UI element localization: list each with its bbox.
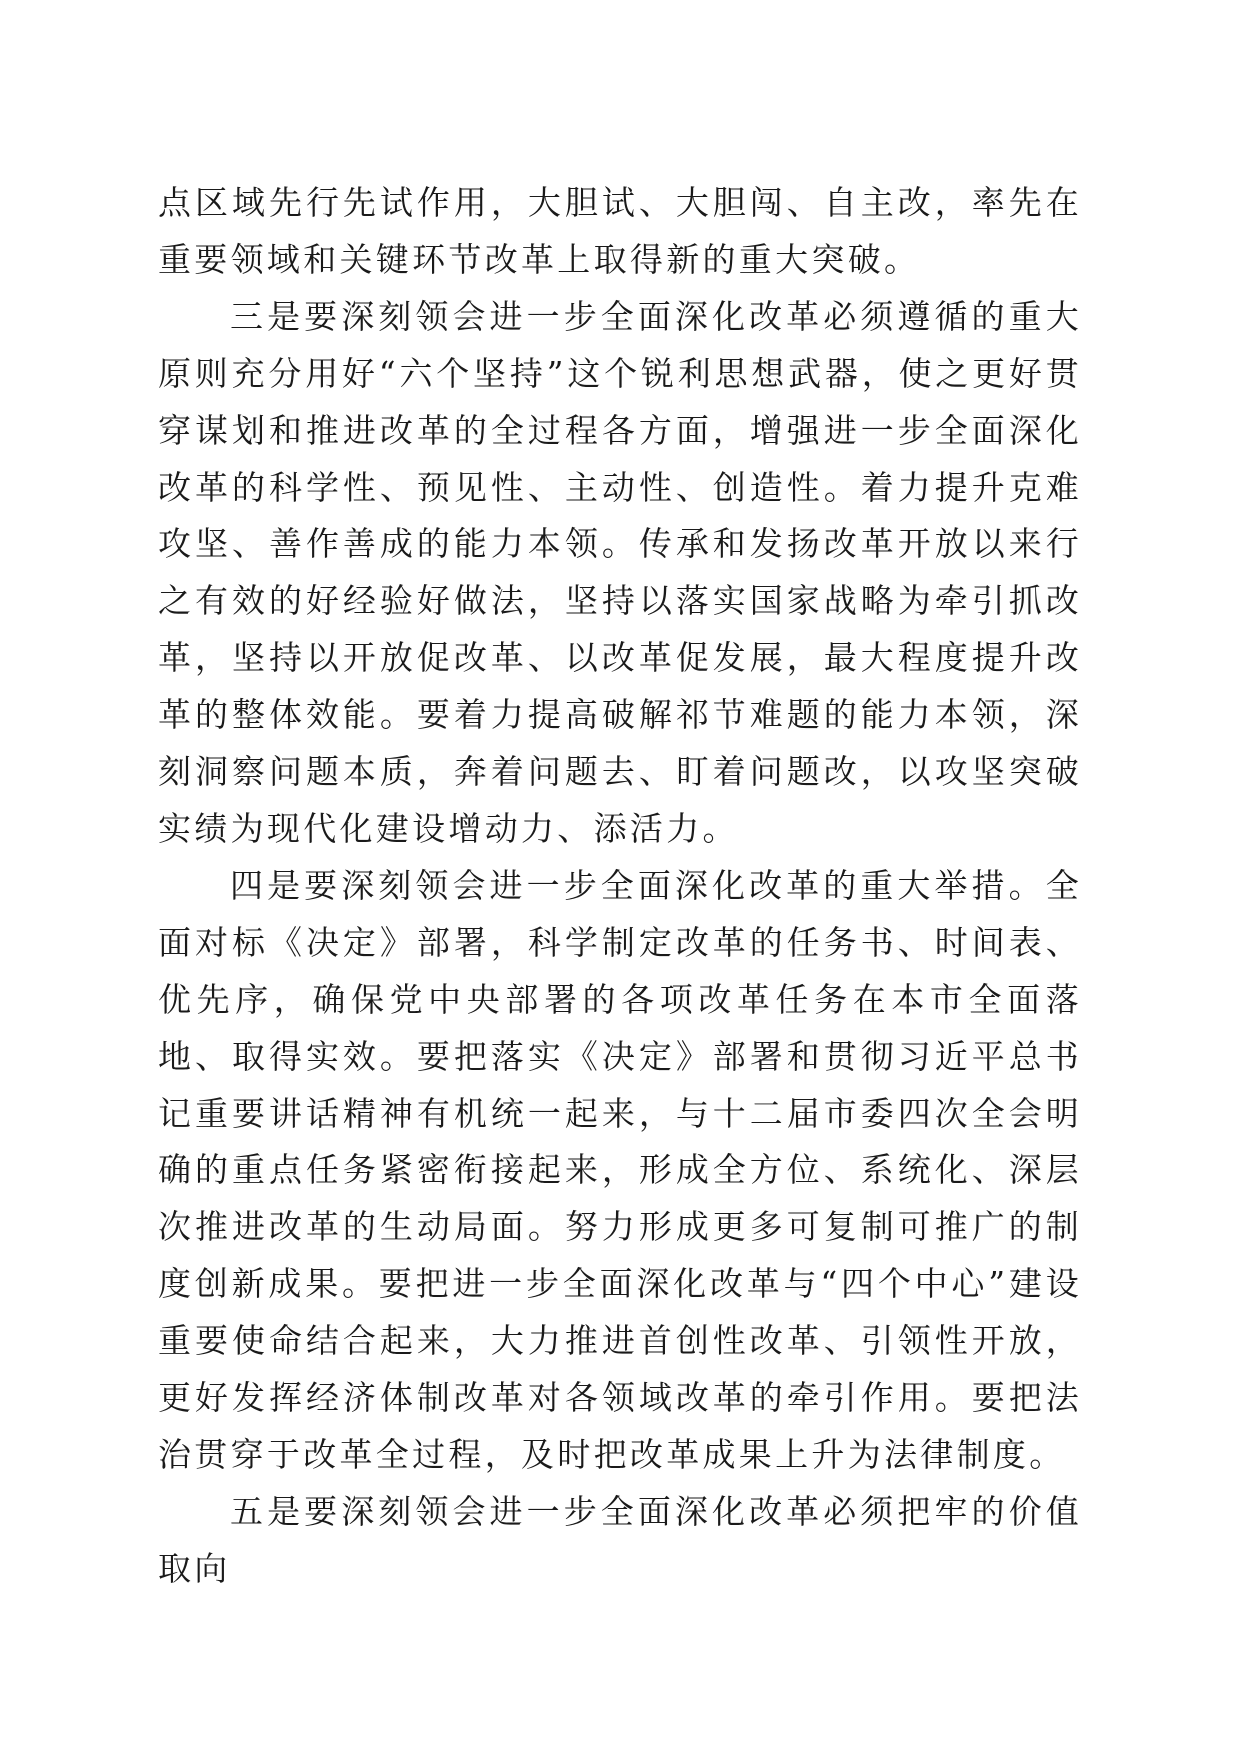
paragraph-continuation: 点区域先行先试作用，大胆试、大胆闯、自主改，率先在重要领域和关键环节改革上取得新的重大突破。 bbox=[158, 183, 1082, 279]
paragraph-point-five: 五是要深刻领会进一步全面深化改革必须把牢的价值取向 bbox=[158, 1491, 1082, 1588]
paragraph-point-four: 四是要深刻领会进一步全面深化改革的重大举措。全面对标《决定》部署，科学制定改革的任务书、时间表、优先序，确保党中央部署的各项改革任务在本市全面落地、取得实效。要把落实《决定》部署和贯彻习近平总书记重要讲话精神有机统一起来，与十二届市委四次全会明确的重点任务紧密衔接起来，形成全方位、系统化、深层次推进改革的生动局面。努力形成更多可复制可推广的制度创新成果。要把进一步全面深化改革与“四个中心”建设重要使命结合起来，大力推进首创性改革、引领性开放，更好发挥经济体制改革对各领域改革的牵引作用。要把法治贯穿于改革全过程，及时把改革成果上升为法律制度。 bbox=[158, 865, 1082, 1474]
document-body bbox=[158, 175, 1082, 1598]
paragraph-point-three: 三是要深刻领会进一步全面深化改革必须遵循的重大原则充分用好“六个坚持”这个锐利思想武器，使之更好贯穿谋划和推进改革的全过程各方面，增强进一步全面深化改革的科学性、预见性、主动性、创造性。着力提升克难攻坚、善作善成的能力本领。传承和发扬改革开放以来行之有效的好经验好做法，坚持以落实国家战略为牵引抓改革，坚持以开放促改革、以改革促发展，最大程度提升改革的整体效能。要着力提高破解祁节难题的能力本领，深刻洞察问题本质，奔着问题去、盯着问题改，以攻坚突破实绩为现代化建设增动力、添活力。 bbox=[158, 296, 1082, 848]
